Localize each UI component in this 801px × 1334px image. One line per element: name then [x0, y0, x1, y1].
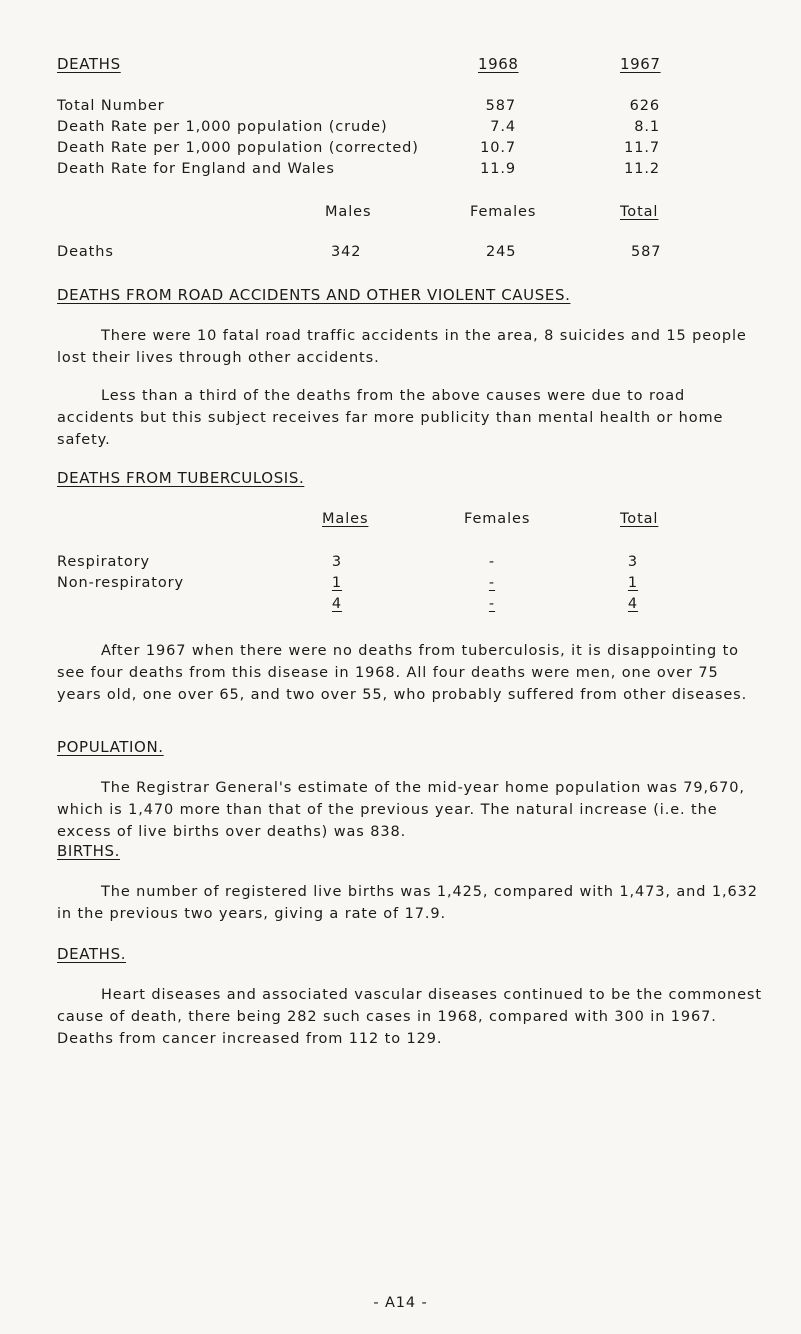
- paragraph-text: Heart diseases and associated vascular diseases continued to be the commonest cause of death, there being 282 such cases in 1968, compared with 300 in 1967. Deaths from cancer increased from 112 to 129.: [57, 987, 762, 1047]
- males-value: 1: [331, 575, 343, 591]
- deaths-causes-heading: DEATHS.: [57, 945, 127, 963]
- tuberculosis-paragraph: [57, 640, 762, 706]
- road-paragraph-1: [57, 325, 762, 369]
- population-heading: POPULATION.: [57, 738, 164, 756]
- road-accidents-heading: DEATHS FROM ROAD ACCIDENTS AND OTHER VIOLENT CAUSES.: [57, 286, 571, 304]
- value-1967: 11.7: [624, 140, 660, 156]
- row-label: Respiratory: [57, 554, 150, 570]
- paragraph-text: Less than a third of the deaths from the above causes were due to road accidents but this subject receives far more publicity than mental health or home safety.: [57, 388, 724, 448]
- value-1968: 7.4: [490, 119, 516, 135]
- deaths-heading: DEATHS: [57, 55, 121, 73]
- value-1968: 10.7: [480, 140, 516, 156]
- value-1967: 8.1: [634, 119, 660, 135]
- total-sum: 4: [627, 596, 639, 612]
- row-label: Death Rate per 1,000 population (corrected): [57, 140, 419, 156]
- population-paragraph: [57, 777, 762, 843]
- total-value: 587: [631, 244, 662, 260]
- col-females-header: Females: [470, 204, 537, 220]
- paragraph-text: There were 10 fatal road traffic accidents in the area, 8 suicides and 15 people lost their lives through other accidents.: [57, 328, 747, 366]
- row-label: Deaths: [57, 244, 114, 260]
- col-males-header: Males: [325, 204, 372, 220]
- value-1968: 587: [485, 98, 516, 114]
- row-label: Death Rate for England and Wales: [57, 161, 335, 177]
- row-label: Death Rate per 1,000 population (crude): [57, 119, 388, 135]
- females-value: 245: [486, 244, 517, 260]
- col-1967-header: 1967: [620, 55, 661, 73]
- value-1968: 11.9: [480, 161, 516, 177]
- row-label: Non-respiratory: [57, 575, 184, 591]
- col-1968-header: 1968: [478, 55, 519, 73]
- females-sum: -: [488, 596, 496, 612]
- females-value: -: [488, 575, 496, 591]
- males-value: 3: [331, 554, 343, 570]
- paragraph-text: After 1967 when there were no deaths from tuberculosis, it is disappointing to see four deaths from this disease in 1968. All four deaths were men, one over 75 years old, one over 65, and two over 55, who probably suffered from other diseases.: [57, 643, 748, 703]
- births-heading: BIRTHS.: [57, 842, 120, 860]
- road-paragraph-2: [57, 385, 762, 451]
- paragraph-text: The number of registered live births was 1,425, compared with 1,473, and 1,632 in the previous two years, giving a rate of 17.9.: [57, 884, 758, 922]
- tuberculosis-heading: DEATHS FROM TUBERCULOSIS.: [57, 469, 305, 487]
- value-1967: 626: [629, 98, 660, 114]
- row-label: Total Number: [57, 98, 165, 114]
- males-sum: 4: [331, 596, 343, 612]
- births-paragraph: [57, 881, 762, 925]
- males-value: 342: [331, 244, 362, 260]
- females-value: -: [488, 554, 496, 570]
- paragraph-text: The Registrar General's estimate of the mid-year home population was 79,670, which is 1,470 more than that of the previous year. The natural increase (i.e. the excess of live births over deaths) was 838.: [57, 780, 745, 840]
- col-total-header: Total: [620, 204, 659, 220]
- page-number: - A14 -: [373, 1295, 428, 1311]
- value-1967: 11.2: [624, 161, 660, 177]
- total-value: 3: [627, 554, 639, 570]
- col-males-header: Males: [322, 511, 369, 527]
- col-females-header: Females: [464, 511, 531, 527]
- total-value: 1: [627, 575, 639, 591]
- col-total-header: Total: [620, 511, 659, 527]
- deaths-causes-paragraph: [57, 984, 762, 1050]
